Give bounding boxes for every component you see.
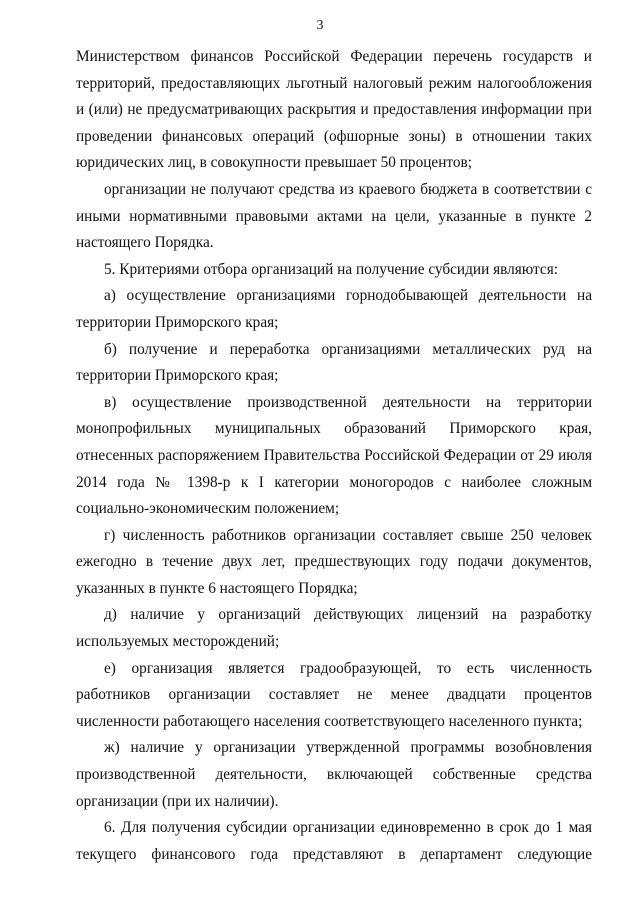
criterion-zh: ж) наличие у организации утвержденной программы возобновления производственной деятельности, включающей собственные средства организации (при их наличии). <box>76 739 592 810</box>
paragraph-documents-submission: 6. Для получения субсидии организации единовременно в срок до 1 мая текущего финансового года представляют в департамент следующие <box>76 819 592 863</box>
criterion-d: д) наличие у организаций действующих лицензий на разработку используемых месторождений; <box>76 606 592 651</box>
criterion-e: е) организация является градообразующей, то есть численность работников организации составляет не менее двадцати процентов численности работающего населения соответствующего населенного пункта; <box>76 659 592 730</box>
paragraph-continuation: Министерством финансов Российской Федерации перечень государств и территорий, предоставляющих льготный налоговый режим налогообложения и (или) не предусматривающих раскрытия и предоставления информации при проведении финансовых операций (офшорные зоны) в отношении таких юридических лиц, в совокупности превышает 50 процентов; <box>76 48 592 172</box>
page-number: 3 <box>316 18 324 33</box>
document-body <box>76 44 592 868</box>
criterion-b: б) получение и переработка организациями металлических руд на территории Приморского края; <box>76 340 592 385</box>
criterion-g: г) численность работников организации составляет свыше 250 человек ежегодно в течение двух лет, предшествующих году подачи документов, указанных в пункте 6 настоящего Порядка; <box>76 526 592 597</box>
criterion-v: в) осуществление производственной деятельности на территории монопрофильных муниципальных образований Приморского края, отнесенных распоряжением Правительства Российской Федерации от 29 июля 2014 года № 1398-р к I категории моногородов с наиболее сложным социально-экономическим положением; <box>76 393 592 518</box>
paragraph-budget-condition: организации не получают средства из краевого бюджета в соответствии с иными нормативными правовыми актами на цели, указанные в пункте 2 настоящего Порядка. <box>76 180 592 252</box>
paragraph-selection-criteria-heading: 5. Критериями отбора организаций на получение субсидии являются: <box>104 260 558 278</box>
criterion-a: а) осуществление организациями горнодобывающей деятельности на территории Приморского края; <box>76 287 592 331</box>
